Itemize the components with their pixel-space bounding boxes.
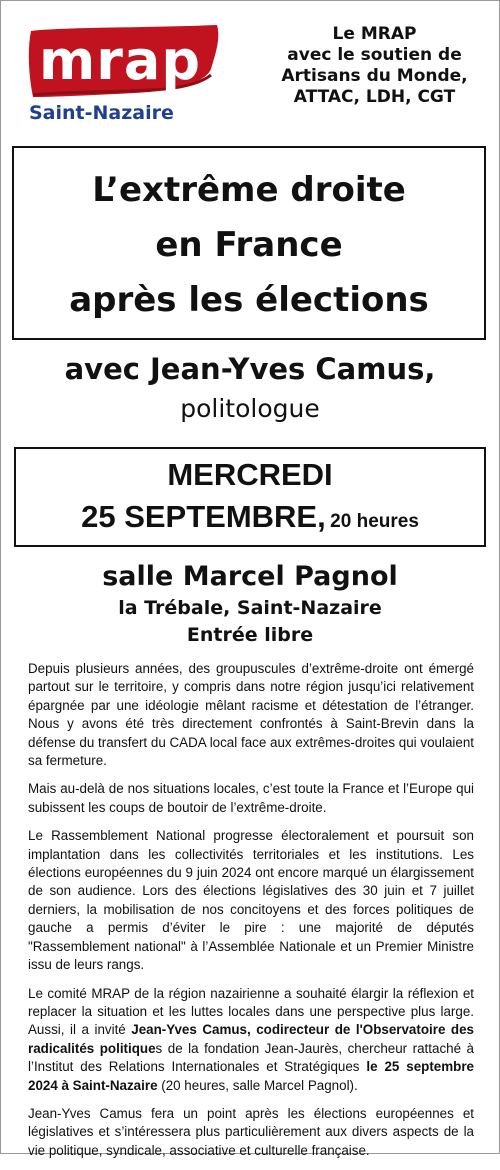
venue-hall: salle Marcel Pagnol [102, 561, 398, 592]
event-date-line [16, 499, 484, 535]
paragraph-text: s de la fondation Jean-Jaurès, chercheur rattaché à l’Institut des Relations Internationales et Stratégiques [28, 1040, 474, 1075]
event-day: MERCREDI [167, 457, 333, 492]
event-time: 20 heures [330, 511, 419, 532]
speaker-role: politologue [180, 394, 320, 423]
paragraph-text: (20 heures, salle Marcel Pagnol). [157, 1077, 358, 1093]
venue-place: la Trébale, Saint-Nazaire [118, 597, 382, 619]
logo-word: mrap [39, 29, 201, 92]
body-text [28, 660, 474, 1170]
speaker-name: avec Jean-Yves Camus, [64, 352, 436, 386]
mrap-logo [25, 25, 223, 125]
paragraph-text: Le comité MRAP de la région nazairienne a souhaité élargir la réflexion et replacer la situation et les luttes locales dans une perspective plus large. Aussi, il a invité [28, 985, 474, 1038]
entry-info: Entrée libre [186, 624, 314, 646]
sponsors-block [262, 24, 487, 108]
sponsors-line: avec le soutien de [287, 45, 462, 65]
title-line: en France [155, 225, 343, 265]
event-date-highlight: le 25 septembre 2024 à Saint-Nazaire [28, 1059, 474, 1093]
date-box [14, 447, 486, 547]
title-box [12, 146, 486, 340]
logo-city: Saint-Nazaire [29, 102, 174, 124]
speaker-credentials: Jean-Yves Camus, codirecteur de l'Observatoire des radicalités politique [28, 1022, 474, 1056]
title-line: L’extrême droite [92, 170, 406, 210]
sponsors-line: ATTAC, LDH, CGT [293, 87, 456, 107]
paragraph: Depuis plusieurs années, des groupuscules d’extrême-droite ont émergé partout sur le territoire, y compris dans notre région jusqu’ici relativement épargnée par une idéologie mêlant racisme et détestation de l’étranger. Nous y avons été très directement confrontés à Saint-Brevin dans la défense du transfert du CADA local face aux extrêmes-droites qui voulaient sa fermeture. [28, 661, 474, 769]
paragraph [28, 985, 474, 1095]
paragraph: Mais au-delà de nos situations locales, c’est toute la France et l’Europe qui subissent les coups de boutoir de l’extrême-droite. [28, 781, 474, 815]
sponsors-line: Artisans du Monde, [281, 66, 468, 86]
sponsors-line: Le MRAP [332, 24, 417, 44]
paragraph: Le Rassemblement National progresse électoralement et poursuit son implantation dans les collectivités territoriales et les institutions. Les élections européennes du 9 juin 2024 ont encore marqué un élargissement de son audience. Lors des élections législatives des 30 juin et 7 juillet derniers, la mobilisation de nos concitoyens et des forces politiques de gauche a permis d’éviter le pire : une majorité de députés "Rassemblement national" à l’Assemblée Nationale et un Premier Ministre issu de leurs rangs. [28, 828, 474, 973]
paragraph: Jean-Yves Camus fera un point après les élections européennes et législatives et s’intéressera plus particulièrement aux divers aspects de la vie politique, syndicale, associative et culturelle française. [28, 1105, 474, 1158]
title-line: après les élections [69, 280, 429, 320]
event-date: 25 SEPTEMBRE, [81, 499, 326, 534]
